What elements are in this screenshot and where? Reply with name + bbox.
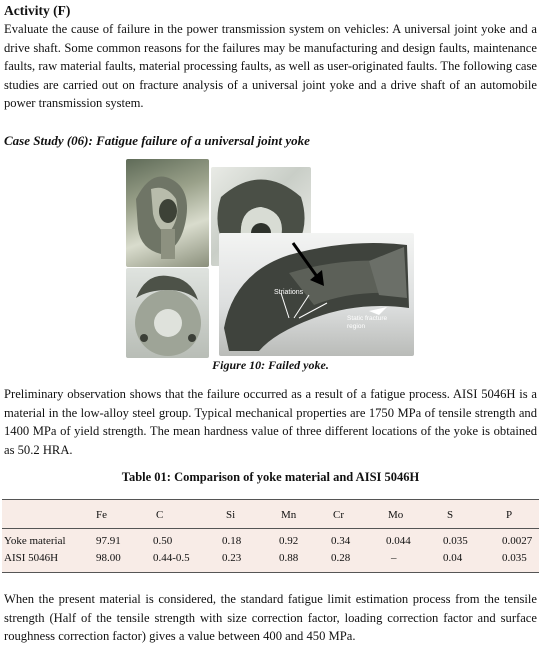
table-cell: 97.91 bbox=[96, 535, 121, 547]
composition-table bbox=[2, 499, 539, 573]
table-header-cell: C bbox=[156, 509, 164, 521]
table-header-cell: Mn bbox=[281, 509, 297, 521]
table-title: Table 01: Comparison of yoke material and AISI 5046H bbox=[121, 470, 420, 484]
table-header-cell: S bbox=[447, 509, 454, 521]
case-study-title: Case Study (06): Fatigue failure of a universal joint yoke bbox=[4, 133, 310, 148]
observation-paragraph: Preliminary observation shows that the failure occurred as a result of a fatigue process. AISI 5046H is a material in the low-alloy steel group. Typical mechanical properties are 1750 MPa of tensile strength and 1400 MPa of yield strength. The mean hardness value of three different locations of the yoke is obtained as 50.2 HRA. bbox=[4, 387, 537, 457]
table-header-cell: Fe bbox=[96, 509, 107, 521]
table-cell: 0.04 bbox=[443, 552, 463, 564]
static-fracture-label: Static fracture region bbox=[347, 315, 388, 330]
table-cell: 0.88 bbox=[279, 552, 299, 564]
table-cell: 0.50 bbox=[153, 535, 173, 547]
intro-paragraph: Evaluate the cause of failure in the power transmission system on vehicles: A universal joint yoke and a drive shaft. Some common reasons for the failures may be manufacturing and design faults, maintenance faults, raw material faults, material processing faults, as well as user-originated faults. The following case studies are carried out on fracture analysis of a universal joint yoke and a drive shaft of an automobile power transmission system. bbox=[4, 22, 537, 111]
table-header-rule bbox=[2, 528, 539, 529]
table-cell: 98.00 bbox=[96, 552, 121, 564]
table-cell: 0.18 bbox=[222, 535, 242, 547]
table-cell: 0.044 bbox=[386, 535, 411, 547]
table-cell: 0.28 bbox=[331, 552, 351, 564]
table-cell: – bbox=[391, 552, 397, 564]
table-cell: 0.23 bbox=[222, 552, 242, 564]
table-cell: 0.34 bbox=[331, 535, 351, 547]
table-header-cell: P bbox=[506, 509, 513, 521]
table-cell: 0.035 bbox=[502, 552, 527, 564]
yoke-photo-flange bbox=[126, 268, 209, 358]
table-header-cell: Cr bbox=[333, 509, 344, 521]
pointer-arrow-icon bbox=[290, 240, 330, 290]
table-cell: 0.92 bbox=[279, 535, 299, 547]
striations-label: Striations bbox=[274, 289, 304, 296]
table-cell: Yoke material bbox=[4, 535, 66, 547]
table-header-cell: Mo bbox=[388, 509, 404, 521]
table-cell: AISI 5046H bbox=[4, 552, 59, 564]
activity-heading: Activity (F) bbox=[4, 3, 71, 18]
table-cell: 0.0027 bbox=[502, 535, 533, 547]
table-header-cell: Si bbox=[226, 509, 236, 521]
conclusion-paragraph: When the present material is considered, the standard fatigue limit estimation process from the tensile strength (Half of the tensile strength with size correction factor, loading correction factor and surface roughness correction factor) gives a value between 400 and 450 MPa. bbox=[4, 592, 537, 644]
table-cell: 0.035 bbox=[443, 535, 468, 547]
yoke-photo-side bbox=[126, 159, 209, 267]
figure-caption: Figure 10: Failed yoke. bbox=[212, 358, 329, 372]
table-cell: 0.44-0.5 bbox=[153, 552, 190, 564]
